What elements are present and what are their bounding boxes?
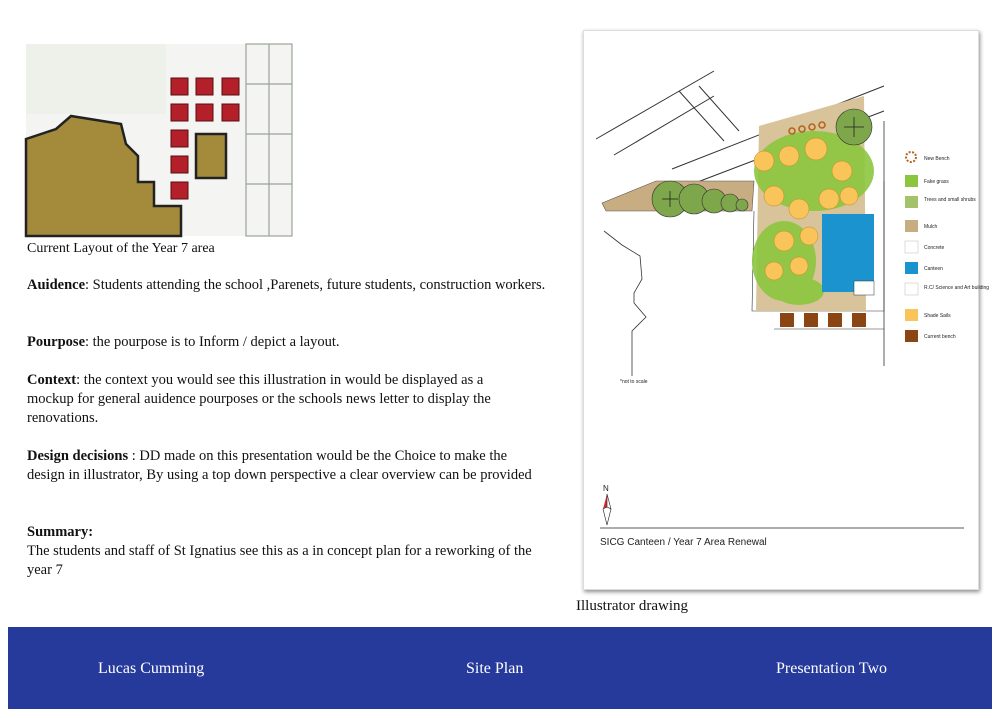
legend-label-trees: Trees and small shrubs (924, 197, 976, 203)
footer-presentation: Presentation Two (776, 660, 888, 677)
summary-label: Summary: (27, 524, 94, 540)
legend-label-canteen: Canteen (924, 266, 943, 272)
design-decisions-paragraph (27, 447, 547, 485)
legend-label-concrete: Concrete (924, 245, 945, 251)
legend-label-shade-sails: Shade Sails (924, 313, 951, 319)
legend (905, 152, 989, 342)
drawing-caption: Illustrator drawing (576, 598, 689, 614)
legend-label-new-bench: New Bench (924, 156, 950, 162)
purpose-paragraph (27, 333, 547, 352)
photo-caption: Current Layout of the Year 7 area (27, 241, 215, 256)
plan-title: SICG Canteen / Year 7 Area Renewal (600, 537, 767, 548)
current-layout-photo (26, 44, 292, 236)
purpose-label: Pourpose (27, 334, 85, 350)
footer-topic: Site Plan (466, 660, 524, 677)
audience-paragraph (27, 276, 547, 295)
legend-label-mulch: Mulch (924, 224, 938, 230)
footer-author: Lucas Cumming (98, 660, 205, 677)
summary-text: The students and staff of St Ignatius see this as a in concept plan for a reworking of the year 7 (27, 543, 532, 578)
design-decisions-label: Design decisions (27, 448, 129, 464)
purpose-text: : the pourpose is to Inform / depict a layout. (85, 334, 340, 350)
design-decisions-text: : DD made on this presentation would be the Choice to make the design in illustrator, By using a top down perspective a clear overview can be provided (27, 448, 532, 483)
north-arrow-icon (603, 494, 611, 525)
scale-note: *not to scale (620, 379, 648, 385)
audience-label: Auidence (27, 277, 85, 293)
summary-paragraph (27, 523, 547, 580)
context-label: Context (27, 372, 77, 388)
north-label: N (603, 484, 609, 493)
legend-label-current-bench: Current bench (924, 334, 956, 340)
legend-label-science-building: R.C/ Science and Art building (924, 285, 990, 291)
site-plan-drawing (583, 30, 990, 590)
audience-text: : Students attending the school ,Parenets, future students, construction workers. (85, 277, 546, 293)
legend-label-fake-grass: Fake grass (924, 179, 949, 185)
context-paragraph (27, 371, 527, 428)
context-text: : the context you would see this illustration in would be displayed as a mockup for general auidence pourposes or the schools news letter to display the renovations. (27, 372, 491, 426)
